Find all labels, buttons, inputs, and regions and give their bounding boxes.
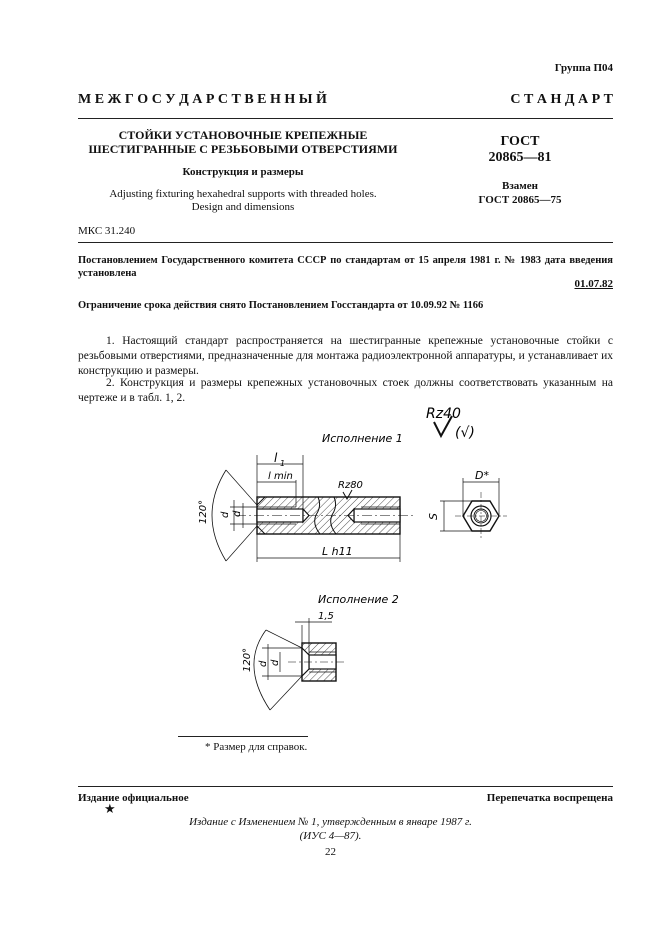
paragraph-1: 1. Настоящий стандарт распространяется на шестигранные крепежные установочные стойки с резьбовыми отверстиями, предназначенные для монтажа радиоэлектронной аппаратуры, и устанавливает их конструкцию и размеры. bbox=[78, 335, 613, 377]
gost-label: ГОСТ bbox=[500, 134, 540, 149]
roughness-label: Rz40 bbox=[426, 406, 461, 422]
title-subtitle: Конструкция и размеры bbox=[182, 166, 304, 178]
title-en-line-2: Design and dimensions bbox=[191, 201, 295, 213]
title-line-2: ШЕСТИГРАННЫЕ С РЕЗЬБОВЫМИ ОТВЕРСТИЯМИ bbox=[88, 142, 398, 156]
paragraph-2: 2. Конструкция и размеры крепежных установочных стоек должны соответствовать указанным на чертеже и в табл. 1, 2. bbox=[78, 377, 613, 404]
edition-note bbox=[0, 815, 661, 843]
decree-text: Постановлением Государственного комитета СССР по стандартам от 15 апреля 1981 г. № 1983 дата введения установлена bbox=[78, 255, 613, 279]
variant-1-label: Исполнение 1 bbox=[322, 432, 403, 445]
d-label-v2: d bbox=[270, 659, 281, 666]
D-label: D* bbox=[475, 469, 489, 482]
roughness-paren: (√) bbox=[455, 425, 475, 441]
S-label: S bbox=[427, 513, 440, 520]
dimension-L bbox=[257, 534, 400, 562]
footnote: * Размер для справок. bbox=[205, 741, 308, 753]
footnote-divider bbox=[178, 736, 308, 737]
mks-divider bbox=[78, 242, 613, 243]
edition-line-2: (ИУС 4—87). bbox=[299, 830, 362, 842]
hexagon-view bbox=[427, 469, 507, 540]
gost-block bbox=[470, 134, 570, 206]
variant-1-body bbox=[236, 497, 415, 534]
rz80-label: Rz80 bbox=[338, 480, 363, 491]
mks-code: МКС 31.240 bbox=[78, 225, 136, 237]
angle-label: 120° bbox=[198, 499, 209, 524]
gost-number: 20865—81 bbox=[488, 150, 552, 165]
replace-number: ГОСТ 20865—75 bbox=[478, 194, 562, 206]
l1-subscript: 1 bbox=[280, 459, 286, 468]
technical-drawing bbox=[0, 400, 661, 730]
intro-date: 01.07.82 bbox=[574, 278, 613, 290]
dimension-diameters-v1 bbox=[198, 470, 257, 561]
page-number: 22 bbox=[325, 846, 336, 858]
title-line-1: СТОЙКИ УСТАНОВОЧНЫЕ КРЕПЕЖНЫЕ bbox=[118, 128, 368, 142]
interstate-word: М Е Ж Г О С У Д А Р С Т В Е Н Н Ы Й bbox=[78, 92, 327, 107]
L-label: L h11 bbox=[322, 545, 353, 558]
replace-label: Взамен bbox=[502, 180, 538, 192]
variant-2-body bbox=[242, 611, 345, 710]
reprint-prohibited: Перепечатка воспрещена bbox=[486, 792, 613, 804]
footer-divider bbox=[78, 786, 613, 787]
official-edition: Издание официальное bbox=[78, 792, 189, 804]
interstate-standard-heading bbox=[78, 92, 613, 108]
limit-text: Ограничение срока действия снято Постановлением Госстандарта от 10.09.92 № 1166 bbox=[78, 300, 484, 311]
lmin-label: l min bbox=[268, 471, 293, 482]
d1-label-v2: d bbox=[258, 660, 269, 667]
variant-2-label: Исполнение 2 bbox=[318, 593, 399, 606]
rz80-mark bbox=[338, 480, 363, 499]
standard-word: С Т А Н Д А Р Т bbox=[510, 92, 613, 107]
roughness-symbol bbox=[426, 406, 475, 441]
star-icon: ★ bbox=[104, 801, 116, 816]
header-divider bbox=[78, 118, 613, 119]
title-block bbox=[78, 128, 408, 214]
d-label: d bbox=[232, 510, 243, 517]
dim-15-label: 1,5 bbox=[318, 611, 334, 622]
d1-label: d bbox=[220, 511, 231, 518]
angle-label-v2: 120° bbox=[242, 647, 253, 672]
group-code: Группа П04 bbox=[554, 62, 613, 74]
edition-line-1: Издание с Изменением № 1, утвержденным в январе 1987 г. bbox=[189, 816, 472, 828]
title-en-line-1: Adjusting fixturing hexahedral supports with threaded holes. bbox=[109, 188, 377, 200]
l1-label: l bbox=[274, 451, 278, 465]
